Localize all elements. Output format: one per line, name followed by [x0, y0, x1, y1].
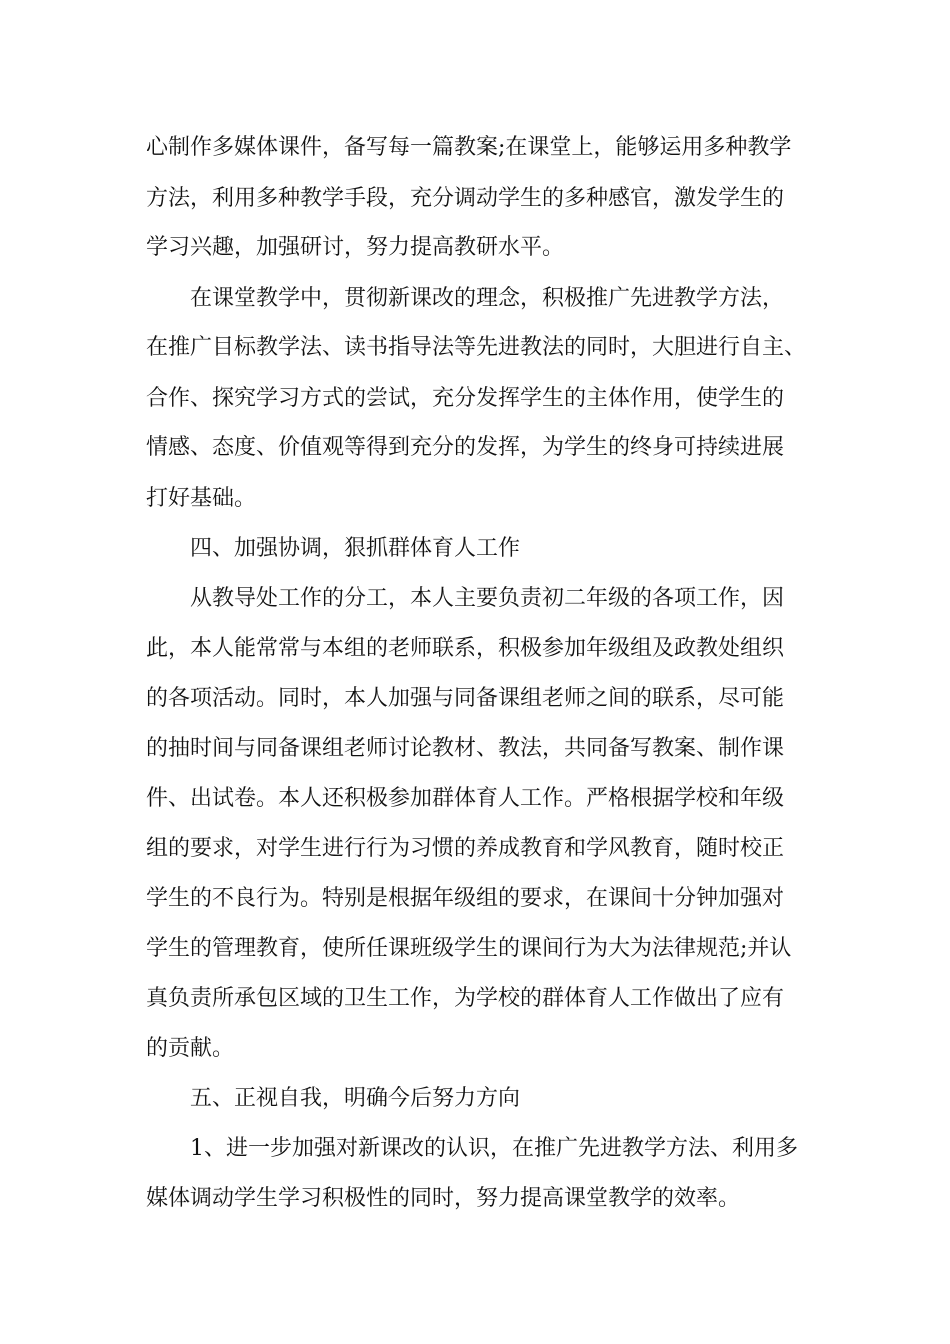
section-heading: 五、正视自我，明确今后努力方向: [190, 1086, 521, 1111]
text-line: 合作、探究学习方式的尝试，充分发挥学生的主体作用，使学生的: [146, 386, 785, 411]
text-line: 组的要求，对学生进行行为习惯的养成教育和学风教育，随时校正: [146, 836, 785, 861]
text-line: 学生的管理教育，使所任课班级学生的课间行为大为法律规范;并认: [146, 936, 792, 961]
section-heading: 四、加强协调，狠抓群体育人工作: [190, 536, 521, 561]
text-line: 打好基础。: [146, 486, 257, 511]
text-line: 心制作多媒体课件，备写每一篇教案;在课堂上，能够运用多种教学: [146, 135, 792, 160]
text-line: 学习兴趣，加强研讨，努力提高教研水平。: [146, 235, 565, 260]
text-line: 的贡献。: [146, 1036, 235, 1061]
text-line: 的各项活动。同时，本人加强与同备课组老师之间的联系，尽可能: [146, 686, 785, 711]
paragraph-first-line: 从教导处工作的分工，本人主要负责初二年级的各项工作，因: [190, 586, 785, 611]
text-line: 情感、态度、价值观等得到充分的发挥，为学生的终身可持续进展: [146, 435, 785, 460]
text-line: 真负责所承包区域的卫生工作，为学校的群体育人工作做出了应有: [146, 986, 785, 1011]
paragraph-first-line: 1、进一步加强对新课改的认识，在推广先进教学方法、利用多: [190, 1136, 798, 1161]
text-line: 的抽时间与同备课组老师讨论教材、教法，共同备写教案、制作课: [146, 736, 785, 761]
text-line: 在推广目标教学法、读书指导法等先进教法的同时，大胆进行自主、: [146, 335, 807, 360]
text-line: 方法，利用多种教学手段，充分调动学生的多种感官，激发学生的: [146, 186, 785, 211]
text-line: 此，本人能常常与本组的老师联系，积极参加年级组及政教处组织: [146, 636, 785, 661]
text-line: 媒体调动学生学习积极性的同时，努力提高课堂教学的效率。: [146, 1186, 741, 1211]
paragraph-first-line: 在课堂教学中，贯彻新课改的理念，积极推广先进教学方法，: [190, 286, 785, 311]
text-line: 件、出试卷。本人还积极参加群体育人工作。严格根据学校和年级: [146, 786, 785, 811]
text-line: 学生的不良行为。特别是根据年级组的要求，在课间十分钟加强对: [146, 886, 785, 911]
